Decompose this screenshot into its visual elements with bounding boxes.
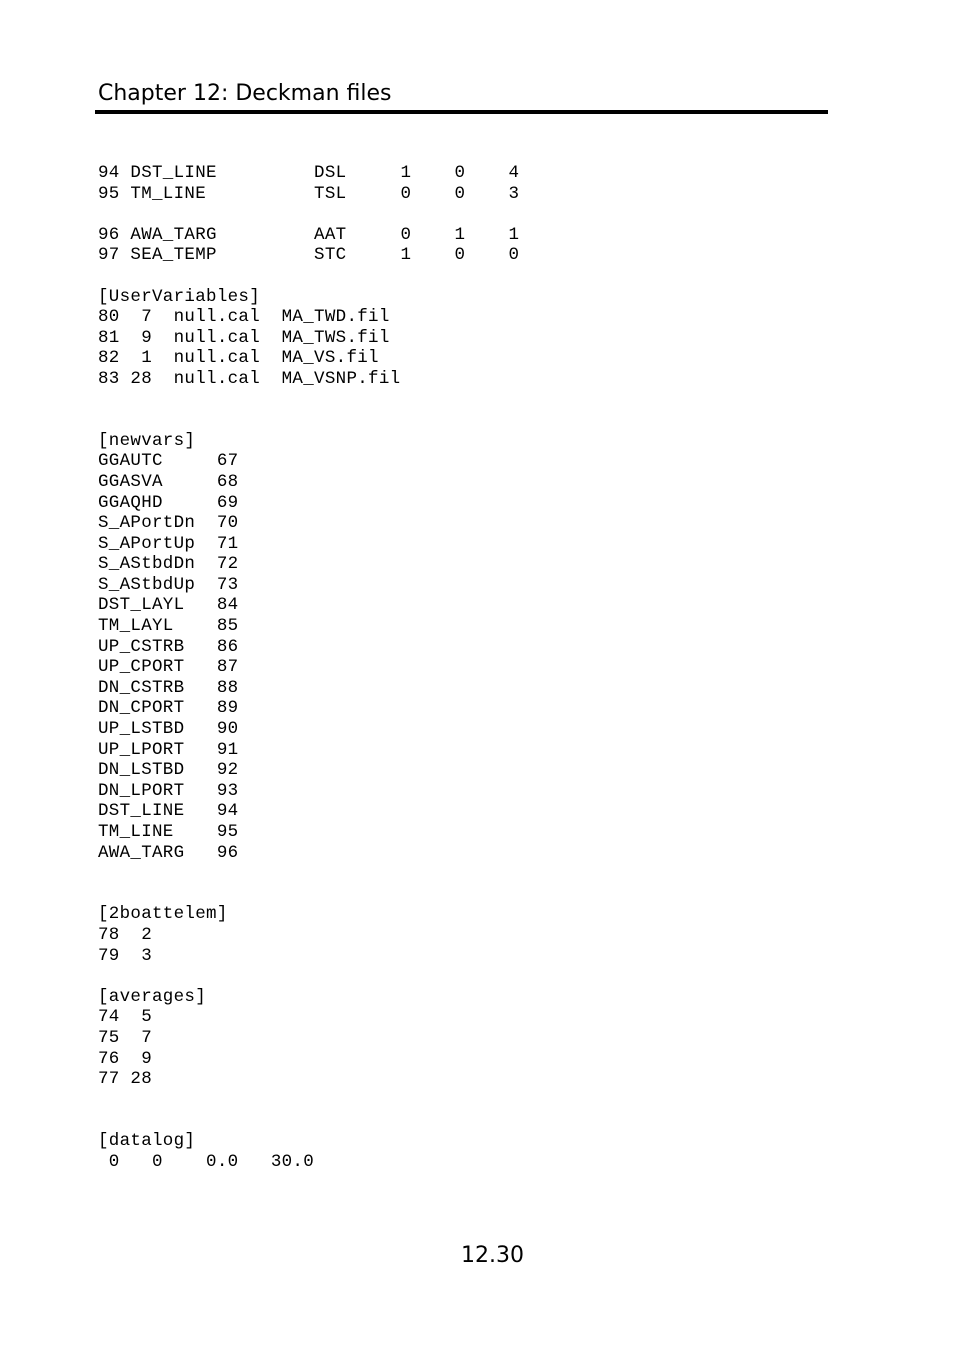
listing-line: TM_LAYL 85: [98, 616, 239, 637]
listing-line: S_AStbdDn 72: [98, 554, 239, 575]
listing-line: 94 DST_LINE DSL 1 0 4: [98, 163, 520, 183]
listing-line: GGAUTC 67: [98, 451, 239, 472]
listing-line: 81 9 null.cal MA_TWS.fil: [98, 327, 390, 348]
listing-line: DN_LPORT 93: [98, 780, 239, 801]
chapter-header: Chapter 12: Deckman files: [98, 81, 392, 106]
blank-line: [98, 410, 519, 431]
listing-line: UP_CSTRB 86: [98, 636, 239, 657]
listing-line: 74 5: [98, 1007, 153, 1028]
listing-line: [datalog]: [98, 1130, 196, 1151]
listing-line: DN_CSTRB 88: [98, 677, 239, 698]
listing-line: 83 28 null.cal MA_VSNP.fil: [98, 368, 401, 389]
listing-line: UP_LSTBD 90: [98, 719, 239, 740]
config-file-listing: [98, 163, 519, 1172]
page-number: 12.30: [461, 1243, 524, 1268]
listing-line: UP_LPORT 91: [98, 739, 239, 760]
listing-line: 77 28: [98, 1069, 153, 1090]
listing-line: 75 7: [98, 1027, 153, 1048]
listing-line: DN_LSTBD 92: [98, 760, 239, 781]
blank-line: [98, 390, 519, 411]
listing-line: 78 2: [98, 924, 153, 945]
blank-line: [98, 266, 519, 287]
blank-line: [98, 884, 519, 905]
listing-line: [UserVariables]: [98, 286, 261, 307]
listing-line: 82 1 null.cal MA_VS.fil: [98, 348, 379, 369]
listing-line: S_APortUp 71: [98, 533, 239, 554]
blank-line: [98, 204, 519, 225]
blank-line: [98, 1110, 519, 1131]
header-rule: [95, 110, 828, 114]
listing-line: 80 7 null.cal MA_TWD.fil: [98, 307, 390, 328]
listing-line: UP_CPORT 87: [98, 657, 239, 678]
blank-line: [98, 966, 519, 987]
listing-line: [newvars]: [98, 430, 196, 451]
listing-line: AWA_TARG 96: [98, 842, 239, 863]
listing-line: 96 AWA_TARG AAT 0 1 1: [98, 224, 520, 245]
listing-line: GGAQHD 69: [98, 492, 239, 513]
listing-line: 79 3: [98, 945, 153, 966]
listing-line: S_AStbdUp 73: [98, 574, 239, 595]
listing-line: 76 9: [98, 1048, 153, 1069]
listing-line: DN_CPORT 89: [98, 698, 239, 719]
listing-line: S_APortDn 70: [98, 513, 239, 534]
listing-line: 97 SEA_TEMP STC 1 0 0: [98, 245, 520, 266]
listing-line: GGASVA 68: [98, 471, 239, 492]
listing-line: DST_LINE 94: [98, 801, 239, 822]
listing-line: 95 TM_LINE TSL 0 0 3: [98, 183, 520, 204]
blank-line: [98, 863, 519, 884]
listing-line: DST_LAYL 84: [98, 595, 239, 616]
listing-line: 0 0 0.0 30.0: [98, 1151, 315, 1172]
listing-line: [averages]: [98, 986, 207, 1007]
blank-line: [98, 1090, 519, 1111]
listing-line: TM_LINE 95: [98, 822, 239, 842]
listing-line: [2boattelem]: [98, 904, 228, 925]
